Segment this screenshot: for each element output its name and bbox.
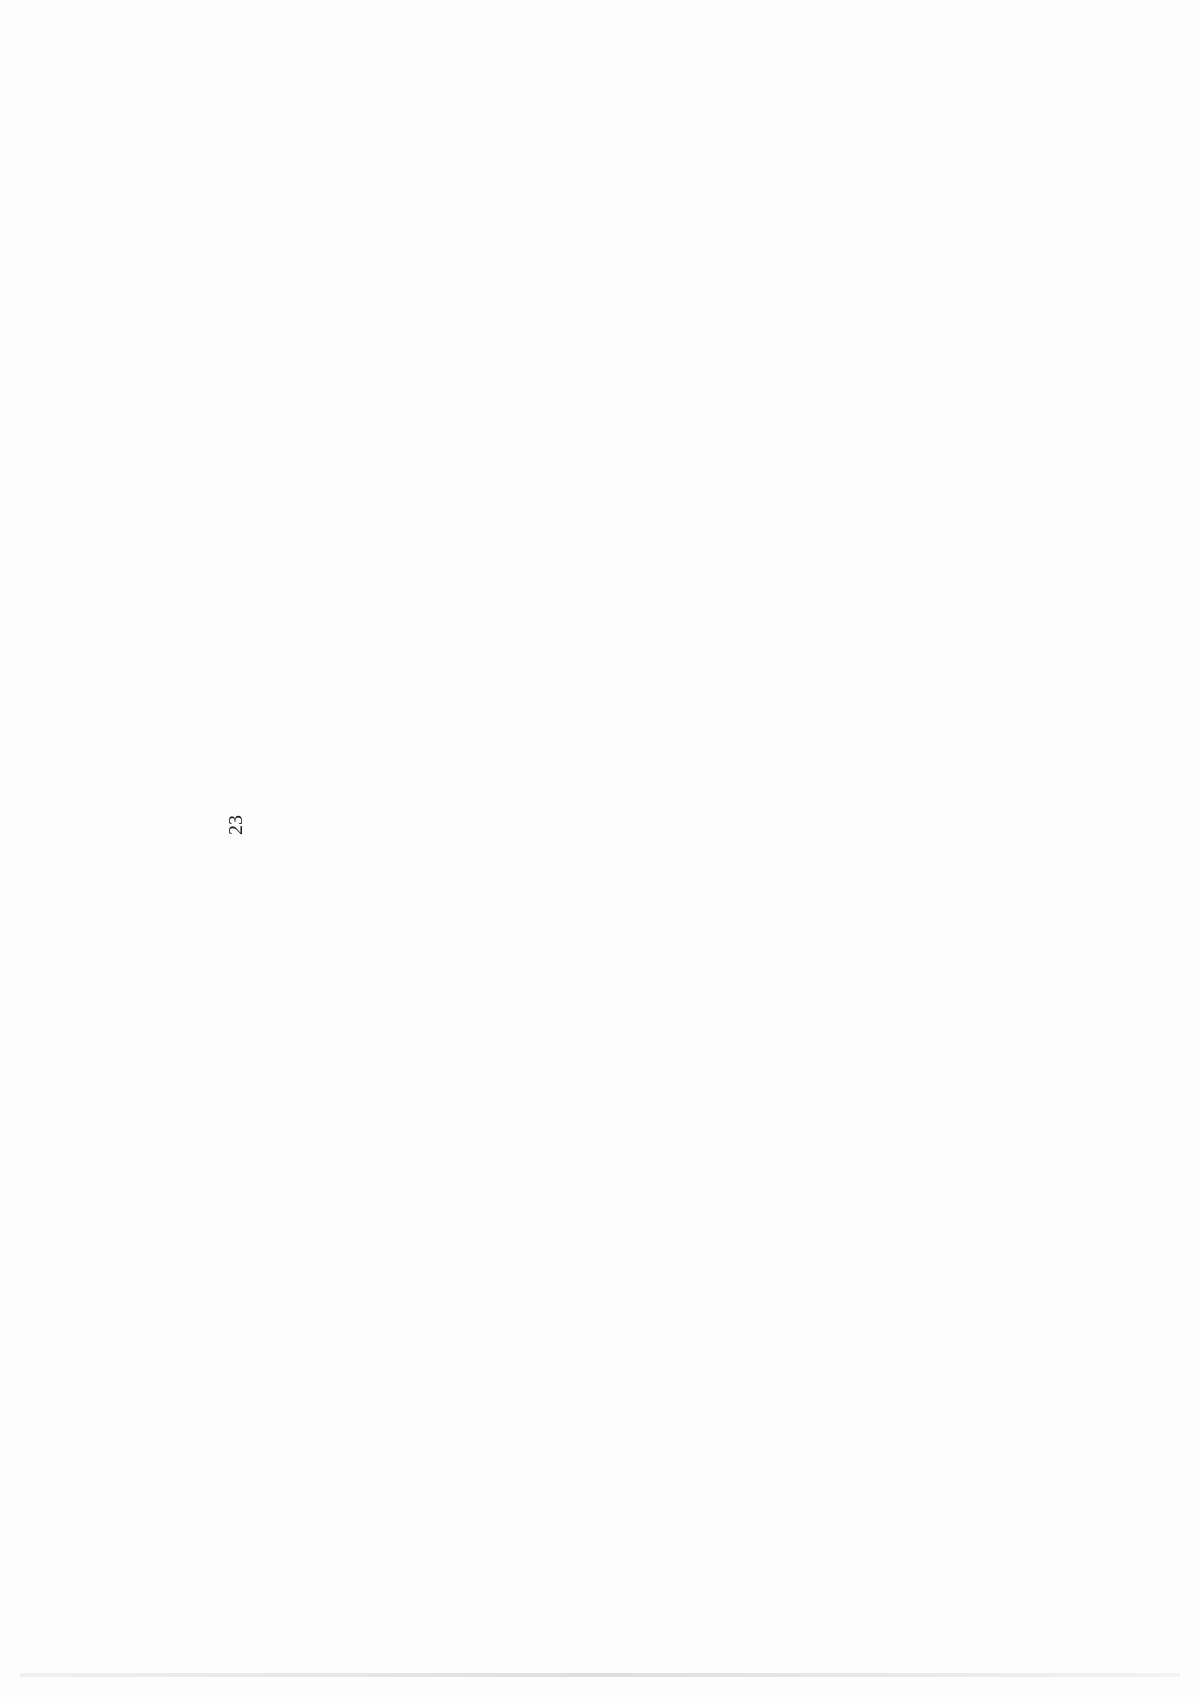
text-line (551, 165, 582, 1485)
text-line (737, 165, 768, 1485)
text-line (892, 165, 923, 1485)
paragraph-51 (644, 165, 985, 1485)
text-line (458, 165, 489, 1485)
text-line (427, 165, 458, 1485)
text-line (830, 165, 861, 1485)
text-line (706, 165, 737, 1485)
page-number: 23 (225, 815, 247, 835)
text-line (396, 165, 427, 1485)
scan-artifact (20, 1673, 1180, 1677)
text-line (861, 165, 892, 1485)
paragraph-50 (365, 165, 644, 1485)
rotated-content (165, 130, 865, 1520)
text-line (799, 165, 830, 1485)
text-line (613, 165, 644, 1485)
text-line (954, 165, 985, 1485)
text-line (520, 165, 551, 1485)
text-line (768, 165, 799, 1485)
text-line (675, 165, 706, 1485)
text-line (582, 165, 613, 1485)
body-text (365, 165, 985, 1485)
text-line (644, 165, 675, 1485)
text-line (489, 165, 520, 1485)
text-line (365, 165, 396, 1485)
text-line (923, 165, 954, 1485)
